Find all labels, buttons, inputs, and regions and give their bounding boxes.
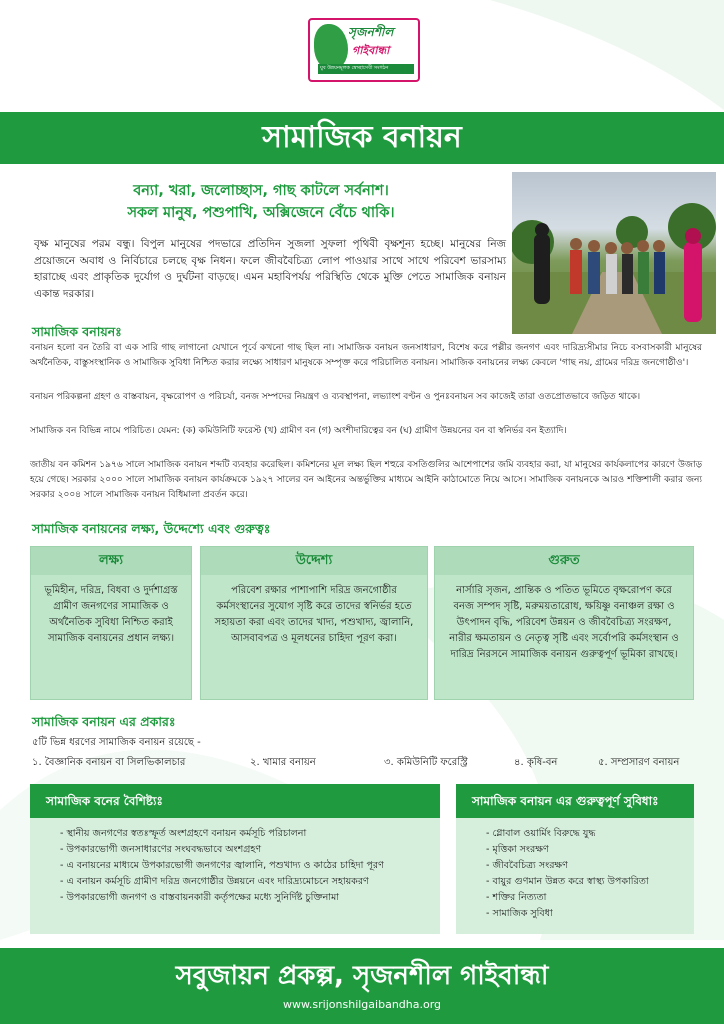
organization-logo [300, 14, 426, 84]
logo-tagline: যুব উন্নয়নমূলক স্বেচ্ছাসেবী সংগঠন [318, 64, 414, 74]
footer-banner [0, 948, 724, 1024]
type-item: ১. বৈজ্ঞানিক বনায়ন বা সিলভিকালচার [32, 757, 186, 768]
list-item: - শক্তির নিত্যতা [486, 890, 694, 906]
list-item: - গ্লোবাল ওয়ার্মিং বিরুদ্ধে যুদ্ধ [486, 826, 694, 842]
goal-box-text: ভূমিহীন, দরিদ্র, বিধবা ও দুর্দশাগ্রস্ত গ্রামীণ জনগণের সামাজিক ও অর্থনৈতিক সুবিধা নিশ্চিত করাই সামাজিক বনায়নের প্রধান লক্ষ্য। [44, 585, 178, 644]
list-item: - উপকারভোগী জনসাধারণের সংঘবদ্ধভাবে অংশগ্রহণ [60, 842, 440, 858]
definition-paragraph-2: বনায়ন পরিকল্পনা গ্রহণ ও বাস্তবায়ন, বৃক্ষরোপণ ও পরিচর্যা, বনজ সম্পদের নিয়ন্ত্রণ ও ব্যবস্থাপনা, লভ্যাংশ বণ্টন ও পুনঃবনায়ন সব কাজেই তারা ওতপ্রোতভাবে জড়িত থাকে। [30, 392, 641, 402]
type-item: ৫. সম্প্রসারণ বনায়ন [598, 757, 680, 768]
footer-title: সবুজায়ন প্রকল্প, সৃজনশীল গাইবান্ধা [175, 961, 549, 991]
list-item: - মৃত্তিকা সংরক্ষণ [486, 842, 694, 858]
logo-name-line2: গাইবান্ধা [352, 44, 390, 57]
list-item: - উপকারভোগী জনগণ ও বাস্তবায়নকারী কর্তৃপক্ষের মধ্যে সুনির্দিষ্ট চুক্তিনামা [60, 890, 440, 906]
features-box [30, 784, 440, 934]
slogan-line-1: বন্যা, খরা, জলোচ্ছাস, গাছ কাটলে সর্বনাশ। [133, 183, 389, 199]
slogan-line-2: সকল মানুষ, পশুপাখি, অক্সিজেনে বেঁচে থাকি। [127, 205, 395, 221]
benefits-box [456, 784, 694, 934]
definition-paragraph-1: বনায়ন হলো বন তৈরি বা এক সারি গাছ লাগানো যেখানে পূর্বে কখনো গাছ ছিল না। সামাজিক বনায়ন জনসাধারণ, বিশেষ করে পল্লীর জনগণ এবং দারিদ্র্যসীমার নিচে বসবাসকারী মানুষের অর্থনৈতিক, বাস্তুসংস্থানিক ও সামাজিক সুবিধা নিশ্চিত করার লক্ষ্যে সাধারণ মানুষকে সম্পৃক্ত করে পরিচালিত বনায়ন। সামাজিক বনায়নের লক্ষ্য কেবলে 'গাছ নয়, গ্রামের দরিদ্র জনগোষ্ঠীও'। [30, 343, 702, 368]
types-heading: সামাজিক বনায়ন এর প্রকারঃ [32, 714, 176, 729]
objective-box [200, 546, 428, 700]
benefits-list [456, 826, 694, 922]
list-item: - স্থানীয় জনগণের স্বতঃস্ফূর্ত অংশগ্রহণে বনায়ন কর্মসূচি পরিচালনা [60, 826, 440, 842]
objective-box-text: পরিবেশ রক্ষার পাশাপাশি দরিদ্র জনগোষ্ঠীর কর্মসংস্থানের সুযোগ সৃষ্টি করে তাদের স্বনির্ভর হতে সহায়তা করা এবং তাদের খাদ্য, পশুখাদ্য, জ্বালানি, আসবাবপত্র ও মূলধনের চাহিদা পূরণ করা। [214, 585, 414, 644]
list-item: - এ বনায়ন কর্মসূচি গ্রামীণ দরিদ্র জনগোষ্ঠীর উন্নয়নে এবং দারিদ্র্যমোচনে সহায়করণ [60, 874, 440, 890]
tree-planting-photo [512, 172, 716, 334]
definition-heading: সামাজিক বনায়নঃ [32, 324, 122, 339]
type-item: ২. খামার বনায়ন [250, 757, 316, 768]
title-banner [0, 112, 724, 164]
definition-paragraph-4: জাতীয় বন কমিশন ১৯৭৬ সালে সামাজিক বনায়ন শব্দটি ব্যবহার করেছিল। কমিশনের মূল লক্ষ্য ছিল শহুরে বসতিগুলির আশেপাশের জমি ব্যবহার করা, যা মানুষের কার্যকলাপের কারণে উজাড় হয়ে গেছে। সরকার ২০০০ সালে সামাজিক বনায়ন কার্যক্রমকে ১৯২৭ সালের বন আইনের অন্তর্ভুক্তির মাধ্যমে আইনি কাঠামোতে নিয়ে আসে। সামাজিক বনায়নকে আরও শক্তিশালী করার জন্য সরকার ২০০৪ সালে সামাজিক বনায়ন বিধিমালা প্রবর্তন করে। [30, 460, 702, 500]
logo-name-line1: সৃজনশীল [348, 25, 394, 39]
features-list [30, 826, 440, 906]
goal-box [30, 546, 192, 700]
list-item: - এ বনায়নের মাধ্যমে উপকারভোগী জনগণের জ্বালানি, পশুখাদ্য ও কাঠের চাহিদা পূরণ [60, 858, 440, 874]
importance-box [434, 546, 694, 700]
objective-box-title: উদ্দেশ্য [201, 547, 427, 575]
list-item: - জীববৈচিত্র্য সংরক্ষণ [486, 858, 694, 874]
type-item: ৪. কৃষি-বন [514, 757, 558, 768]
background-leaf-decoration [430, 0, 724, 120]
importance-box-title: গুরুত [435, 547, 693, 575]
features-heading: সামাজিক বনের বৈশিষ্ট্যঃ [30, 784, 440, 818]
types-intro: ৫টি ভিন্ন ধরণের সামাজিক বনায়ন রয়েছে - [32, 737, 201, 748]
goal-box-title: লক্ষ্য [31, 547, 191, 575]
people-planting-trees-illustration [512, 172, 716, 334]
list-item: - সামাজিক সুবিধা [486, 906, 694, 922]
benefits-heading: সামাজিক বনায়ন এর গুরুত্বপূর্ণ সুবিধাঃ [456, 784, 694, 818]
page-title: সামাজিক বনায়ন [262, 120, 462, 155]
list-item: - বায়ুর গুণমান উন্নত করে স্বাস্থ্য উপকারিতা [486, 874, 694, 890]
intro-paragraph: বৃক্ষ মানুষের পরম বন্ধু। বিপুল মানুষের পদভারে প্রতিদিন সুজলা সুফলা পৃথিবী বৃক্ষশূন্য হচ্ছে। মানুষের নিজ প্রয়োজনে অবাধ ও নির্বিচারে চলছে বৃক্ষ নিধন। ফলে জীববৈচিত্র্য লোপ পাওয়ার সাথে সাথে পরিবেশ ভারসাম্য হারাচ্ছে এবং প্রাকৃতিক দুর্যোগ ও দুর্ঘটনা বাড়ছে। এমন মহাবিপর্যয় পরিস্থিতি থেকে মুক্তি পেতে সামাজিক বনায়ন একান্ত দরকার। [34, 238, 506, 300]
importance-box-text: নার্সারি সৃজন, প্রান্তিক ও পতিত ভূমিতে বৃক্ষরোপণ করে বনজ সম্পদ সৃষ্টি, মরুময়তারোধ, ক্ষয়িষ্ণু বনাঞ্চল রক্ষা ও উৎপাদন বৃদ্ধি, পরিবেশ উন্নয়ন ও জীববৈচিত্র্য সংরক্ষণ, নারীর ক্ষমতায়ন ও নেতৃত্ব সৃষ্টি এবং সর্বোপরি কর্মসংস্থান ও দারিদ্র নিরসনে সামাজিক বনায়ন গুরুত্বপূর্ণ ভূমিকা রাখছে। [449, 585, 679, 660]
type-item: ৩. কমিউনিটি ফরেস্ট্রি [384, 757, 468, 768]
footer-website-link[interactable]: www.srijonshilgaibandha.org [282, 998, 442, 1011]
definition-paragraph-3: সামাজিক বন বিভিন্ন নামে পরিচিত। যেমন: (ক) কমিউনিটি ফরেস্ট (খ) গ্রামীণ বন (গ) অংশীদারিত্বের বন (ঘ) গ্রামীণ উন্নয়নের বন বা স্বনির্ভর বন ইত্যাদি। [30, 426, 567, 436]
goals-heading: সামাজিক বনায়নের লক্ষ্য, উদ্দেশ্যে এবং গুরুত্বঃ [32, 521, 271, 536]
